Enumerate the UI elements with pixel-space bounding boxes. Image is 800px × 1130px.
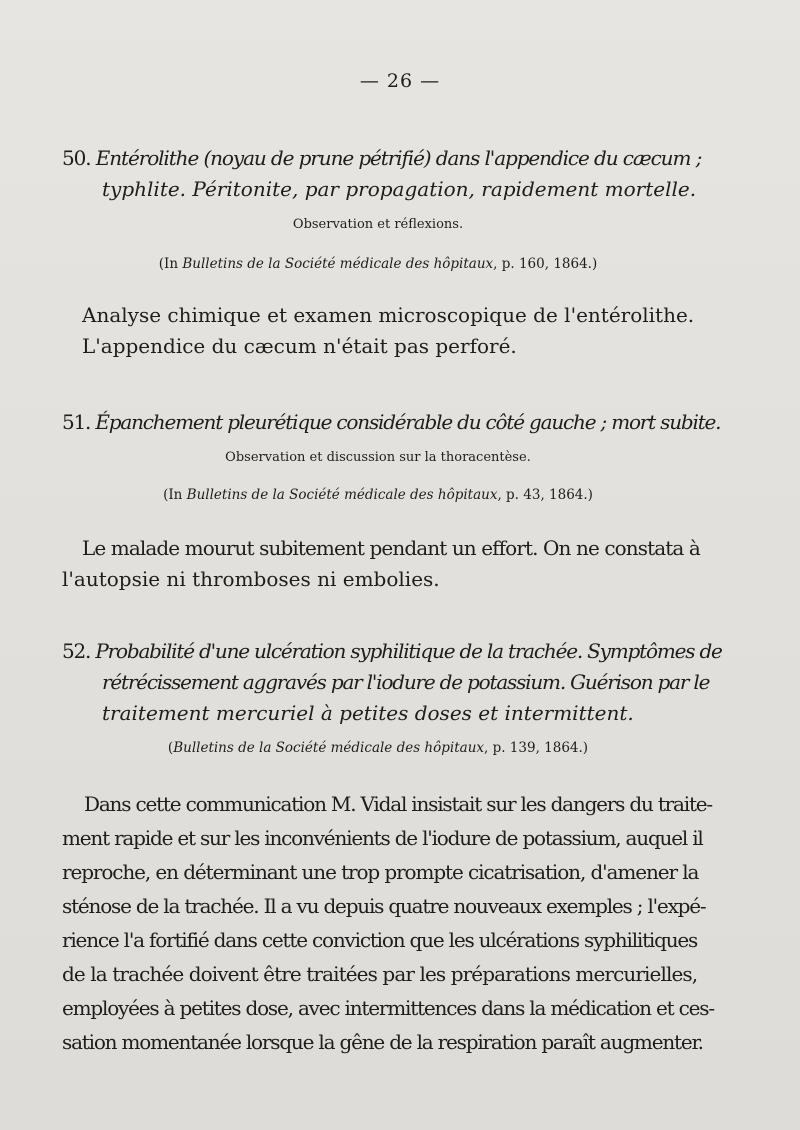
reference-suffix: , p. 139, 1864.) [484,740,589,756]
entry-number: 52. [62,639,91,663]
entry-52-body [62,787,714,1059]
entry-50-reference [62,256,694,272]
entry-51-body [62,533,700,595]
entry-50-subtitle: Observation et réflexions. [292,217,464,232]
body-line: l'autopsie ni thromboses ni embolies. [62,567,440,591]
body-line: Le malade mourut subitement pendant un effort. On ne constata à [82,536,700,560]
reference-prefix: (In [158,256,183,272]
entry-number: 50. [62,146,91,170]
entry-title-line: Probabilité d'une ulcération syphilitique de la trachée. Symptômes de [95,639,722,663]
entry-52-title [62,636,722,729]
body-line: de la trachée doivent être traitées par les préparations mercurielles, [62,962,698,986]
entry-50-body [62,300,694,362]
entry-title-line: typhlite. Péritonite, par propagation, rapidement mortelle. [102,177,697,201]
body-line: L'appendice du cæcum n'était pas perforé. [82,334,517,358]
reference-suffix: , p. 160, 1864.) [493,256,598,272]
entry-number: 51. [62,410,91,434]
body-line: reproche, en déterminant une trop prompte cicatrisation, d'amener la [62,860,699,884]
entry-title-line: Entérolithe (noyau de prune pétrifié) dans l'appendice du cæcum ; [95,146,702,170]
body-line: Dans cette communication M. Vidal insistait sur les dangers du traite- [84,792,712,816]
entry-51-title [62,407,721,438]
entry-52-reference [62,740,694,756]
entry-51-reference [62,487,694,503]
reference-journal: Bulletins de la Société médicale des hôpitaux [186,487,498,503]
entry-50-title [62,143,702,205]
reference-journal: Bulletins de la Société médicale des hôpitaux [182,256,494,272]
entry-title-line: Épanchement pleurétique considérable du côté gauche ; mort subite. [95,410,721,434]
entry-title-line: rétrécissement aggravés par l'iodure de potassium. Guérison par le [102,670,710,694]
reference-prefix: ( [167,740,174,756]
page-number: — 26 — [359,70,441,92]
body-line: sation momentanée lorsque la gêne de la respiration paraît augmenter. [62,1030,703,1054]
body-line: rience l'a fortifié dans cette conviction que les ulcérations syphilitiques [62,928,698,952]
reference-journal: Bulletins de la Société médicale des hôpitaux [173,740,484,756]
body-line: employées à petites dose, avec intermittences dans la médication et ces- [62,996,714,1020]
reference-suffix: , p. 43, 1864.) [497,487,593,503]
body-line: Analyse chimique et examen microscopique de l'entérolithe. [82,303,695,327]
reference-prefix: (In [163,487,187,503]
entry-51-subtitle: Observation et discussion sur la thoracentèse. [225,450,531,465]
body-line: ment rapide et sur les inconvénients de l'iodure de potassium, auquel il [62,826,703,850]
body-line: sténose de la trachée. Il a vu depuis quatre nouveaux exemples ; l'expé- [62,894,706,918]
entry-title-line: traitement mercuriel à petites doses et intermittent. [102,701,634,725]
